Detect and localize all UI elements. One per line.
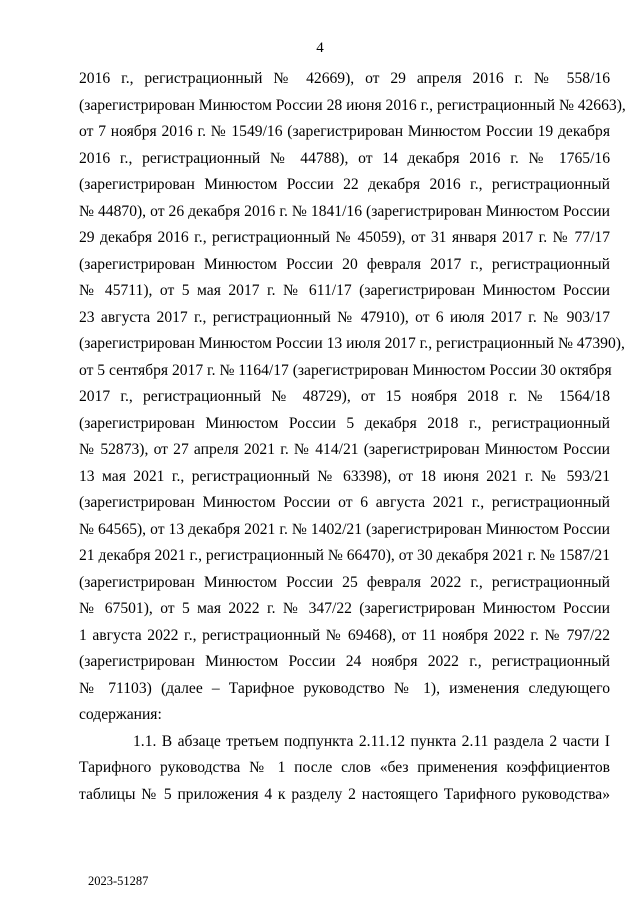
text-line: Тарифного руководства № 1 после слов «без применения коэффициентов bbox=[79, 759, 610, 776]
document-code: 2023-51287 bbox=[88, 874, 149, 888]
text-line: (зарегистрирован Минюстом России 25 февраля 2022 г., регистрационный bbox=[79, 573, 610, 591]
text-line: 1.1. В абзаце третьем подпункта 2.11.12 пункта 2.11 раздела 2 части I bbox=[133, 732, 610, 750]
text-line: 2016 г., регистрационный № 44788), от 14 декабря 2016 г. № 1765/16 bbox=[79, 149, 610, 167]
text-line: 1 августа 2022 г., регистрационный № 69468), от 11 ноября 2022 г. № 797/22 bbox=[79, 626, 610, 644]
text-line: № 52873), от 27 апреля 2021 г. № 414/21 (зарегистрирован Минюстом России bbox=[79, 441, 610, 458]
text-line: (зарегистрирован Минюстом России 20 февраля 2017 г., регистрационный bbox=[79, 255, 610, 273]
text-line: (зарегистрирован Минюстом России 5 декабря 2018 г., регистрационный bbox=[79, 414, 610, 432]
page-number: 4 bbox=[316, 40, 324, 56]
text-line: 29 декабря 2016 г., регистрационный № 45059), от 31 января 2017 г. № 77/17 bbox=[79, 229, 610, 246]
text-line: (зарегистрирован Минюстом России 13 июля 2017 г., регистрационный № 47390), bbox=[79, 335, 625, 352]
text-line: № 67501), от 5 мая 2022 г. № 347/22 (зарегистрирован Минюстом России bbox=[79, 600, 610, 617]
text-line: (зарегистрирован Минюстом России 24 ноября 2022 г., регистрационный bbox=[79, 653, 610, 670]
text-line: от 5 сентября 2017 г. № 1164/17 (зарегистрирован Минюстом России 30 октября bbox=[79, 361, 612, 379]
text-line: № 44870), от 26 декабря 2016 г. № 1841/16 (зарегистрирован Минюстом России bbox=[79, 202, 610, 220]
text-line: 23 августа 2017 г., регистрационный № 47910), от 6 июля 2017 г. № 903/17 bbox=[79, 308, 610, 326]
text-line: 2017 г., регистрационный № 48729), от 15 ноября 2018 г. № 1564/18 bbox=[79, 388, 610, 405]
text-line: № 45711), от 5 мая 2017 г. № 611/17 (зарегистрирован Минюстом России bbox=[79, 282, 610, 299]
text-line: (зарегистрирован Минюстом России 28 июня 2016 г., регистрационный № 42663), bbox=[79, 96, 626, 114]
text-line: 21 декабря 2021 г., регистрационный № 66470), от 30 декабря 2021 г. № 1587/21 bbox=[79, 547, 610, 564]
text-line: таблицы № 5 приложения 4 к разделу 2 настоящего Тарифного руководства» bbox=[79, 785, 610, 803]
text-line: (зарегистрирован Минюстом России 22 декабря 2016 г., регистрационный bbox=[79, 176, 610, 193]
text-line: № 71103) (далее – Тарифное руководство № 1), изменения следующего bbox=[79, 679, 610, 697]
text-line: от 7 ноября 2016 г. № 1549/16 (зарегистрирован Минюстом России 19 декабря bbox=[79, 123, 610, 140]
text-line: 2016 г., регистрационный № 42669), от 29 апреля 2016 г. № 558/16 bbox=[79, 70, 610, 87]
text-line: 13 мая 2021 г., регистрационный № 63398), от 18 июня 2021 г. № 593/21 bbox=[79, 467, 610, 485]
text-line: № 64565), от 13 декабря 2021 г. № 1402/21 (зарегистрирован Минюстом России bbox=[79, 520, 610, 538]
document-body bbox=[79, 66, 626, 808]
text-line: (зарегистрирован Минюстом России от 6 августа 2021 г., регистрационный bbox=[79, 494, 610, 511]
text-line: содержания: bbox=[79, 706, 162, 723]
